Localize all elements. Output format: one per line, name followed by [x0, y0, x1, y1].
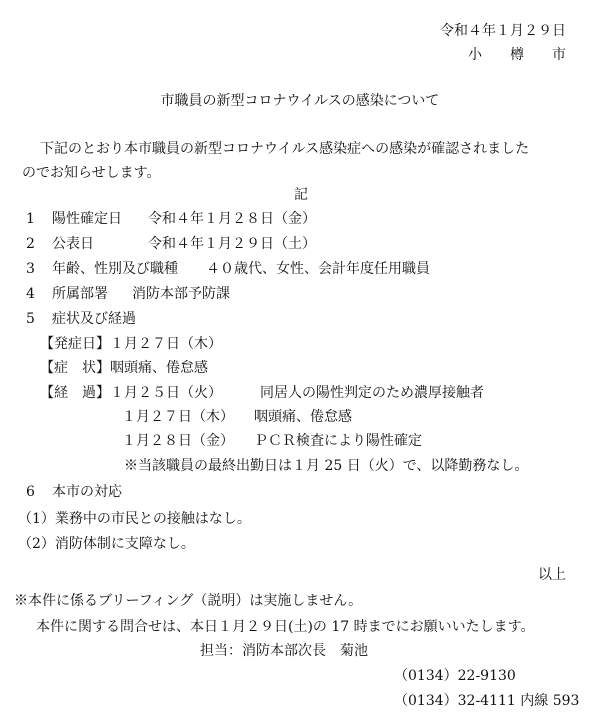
- response-number: 6: [26, 484, 35, 500]
- intro-line-2: のでお知らせします。: [22, 165, 161, 181]
- item-label: 症状及び経過: [52, 311, 136, 327]
- item-number: 2: [26, 236, 35, 252]
- course-line-3-text: ＰＣＲ検査により陽性確定: [254, 433, 422, 449]
- item-value: 消防本部予防課: [132, 286, 230, 302]
- response-item-1: （1）業務中の市民との接触はなし。: [18, 511, 251, 527]
- issuer-name: 小 樽 市: [468, 47, 566, 63]
- symptom-line: 【症 状】咽頭痛、倦怠感: [40, 360, 208, 376]
- item-label: 公表日: [52, 236, 94, 252]
- contact-person: 担当：消防本部次長 菊池: [200, 643, 368, 659]
- item-value: 令和４年１月２９日（土）: [148, 236, 316, 252]
- inquiry-note: 本件に関する問合せは、本日１月２９日(土)の 17 時までにお願いいたします。: [36, 619, 535, 635]
- item-value: ４０歳代、女性、会計年度任用職員: [206, 261, 430, 277]
- document-date: 令和４年１月２９日: [440, 23, 566, 39]
- contact-phone-1: （0134）22-9130: [394, 668, 516, 684]
- item-number: 3: [26, 261, 35, 277]
- item-label: 年齢、性別及び職種: [52, 261, 178, 277]
- item-label: 陽性確定日: [52, 211, 122, 227]
- course-line-1-text: 同居人の陽性判定のため濃厚接触者: [260, 385, 484, 401]
- closing-mark: 以上: [538, 567, 566, 583]
- ki-marker: 記: [294, 187, 308, 203]
- course-line-2-date: １月２７日（木）: [122, 409, 234, 425]
- item-number: 1: [26, 211, 35, 227]
- document-title: 市職員の新型コロナウイルスの感染について: [160, 93, 440, 109]
- response-item-2: （2）消防体制に支障なし。: [18, 536, 195, 552]
- item-number: 5: [26, 311, 35, 327]
- briefing-note: ※本件に係るブリーフィング（説明）は実施しません。: [14, 593, 363, 609]
- course-line-3-date: １月２８日（金）: [122, 433, 234, 449]
- item-number: 4: [26, 286, 35, 302]
- item-label: 所属部署: [52, 286, 108, 302]
- course-line-2-text: 咽頭痛、倦怠感: [254, 409, 352, 425]
- course-line-1-date: 【経 過】１月２５日（火）: [40, 385, 222, 401]
- response-heading: 本市の対応: [52, 484, 122, 500]
- contact-phone-2: （0134）32-4111 内線 593: [394, 693, 580, 709]
- intro-line-1: 下記のとおり本市職員の新型コロナウイルス感染症への感染が確認されました: [40, 141, 530, 157]
- last-work-note: ※当該職員の最終出勤日は１月 25 日（火）で、以降勤務なし。: [124, 458, 529, 474]
- item-value: 令和４年１月２８日（金）: [148, 211, 316, 227]
- onset-line: 【発症日】１月２７日（木）: [40, 336, 222, 352]
